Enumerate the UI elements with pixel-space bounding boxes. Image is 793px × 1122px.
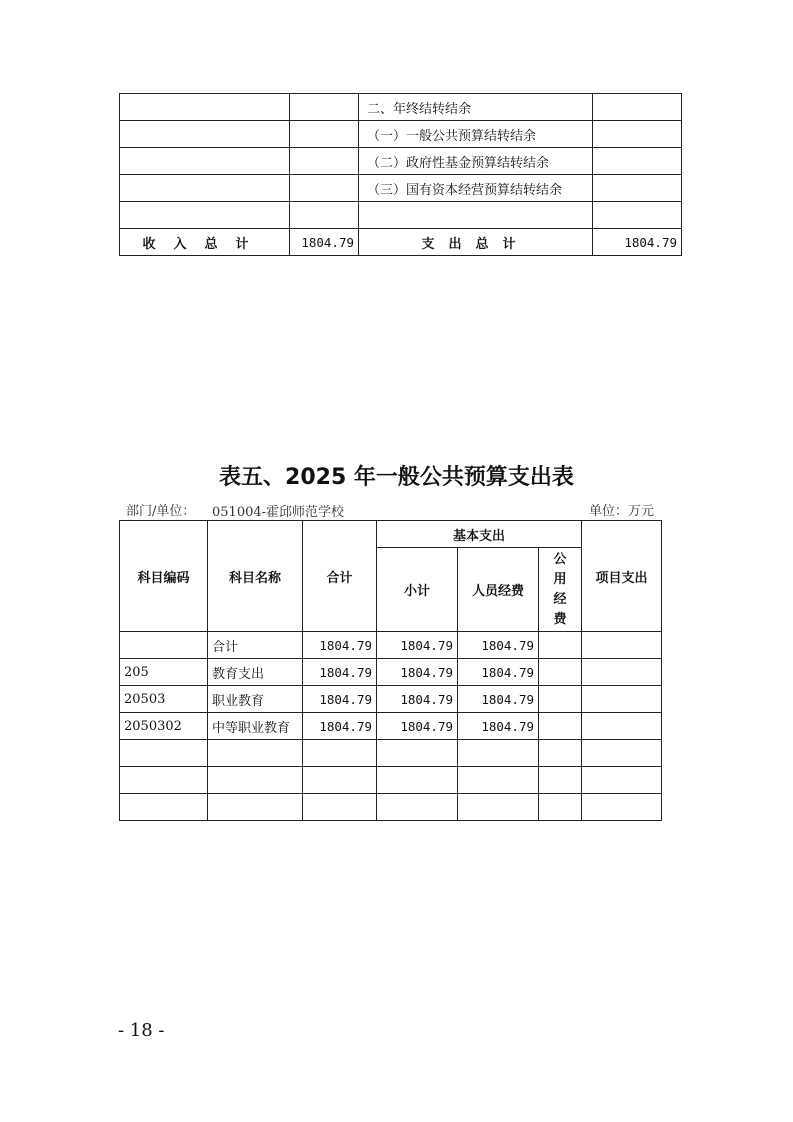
table-cell (582, 767, 662, 794)
header-name: 科目名称 (208, 521, 303, 632)
expense-total-value: 1804.79 (593, 229, 682, 256)
table-cell: 1804.79 (458, 632, 539, 659)
table-cell (593, 148, 682, 175)
table-cell (303, 740, 377, 767)
table-cell (458, 740, 539, 767)
table-cell: 教育支出 (208, 659, 303, 686)
table-cell: 1804.79 (377, 632, 458, 659)
table-cell (120, 767, 208, 794)
header-total: 合计 (303, 521, 377, 632)
expenditure-table (119, 520, 662, 821)
table-cell (539, 686, 582, 713)
table-cell (120, 121, 290, 148)
table-cell: （三）国有资本经营预算结转结余 (359, 175, 593, 202)
income-total-value: 1804.79 (290, 229, 359, 256)
table-cell (582, 659, 662, 686)
header-public-text: 公用经费 (553, 551, 567, 627)
table-cell (290, 148, 359, 175)
table-row (120, 632, 662, 659)
table-cell: 1804.79 (377, 713, 458, 740)
table-row (120, 94, 682, 121)
table-cell: 1804.79 (377, 686, 458, 713)
table-cell (539, 740, 582, 767)
table-cell: 1804.79 (303, 659, 377, 686)
table-cell (539, 767, 582, 794)
header-basic: 基本支出 (377, 521, 582, 548)
table-cell (582, 632, 662, 659)
table-row (120, 686, 662, 713)
table-cell: 职业教育 (208, 686, 303, 713)
table-cell (582, 686, 662, 713)
table-row (120, 121, 682, 148)
header-public (539, 548, 582, 632)
table-cell (290, 202, 359, 229)
table-cell (539, 632, 582, 659)
table-cell: 1804.79 (303, 686, 377, 713)
table-cell (539, 794, 582, 821)
table-cell (582, 794, 662, 821)
table-cell (120, 202, 290, 229)
table-row (120, 148, 682, 175)
header-code: 科目编码 (120, 521, 208, 632)
total-row (120, 229, 682, 256)
table-row (120, 713, 662, 740)
table-cell (593, 175, 682, 202)
table-cell (377, 740, 458, 767)
page-title: 表五、2025 年一般公共预算支出表 (219, 465, 574, 490)
table-cell (582, 740, 662, 767)
table-cell (120, 175, 290, 202)
table-cell: 合计 (208, 632, 303, 659)
table-cell: 1804.79 (458, 659, 539, 686)
table-cell (290, 175, 359, 202)
unit-label: 单位：万元 (588, 504, 654, 519)
table-cell (290, 94, 359, 121)
table-row (120, 175, 682, 202)
table-cell: 1804.79 (458, 686, 539, 713)
table-cell: 20503 (120, 686, 208, 713)
table-cell: 二、年终结转结余 (359, 94, 593, 121)
table-cell (208, 767, 303, 794)
table-cell (120, 94, 290, 121)
page-number: - 18 - (118, 1020, 165, 1041)
table-cell (377, 794, 458, 821)
table-cell: （一）一般公共预算结转结余 (359, 121, 593, 148)
table-cell (377, 767, 458, 794)
expense-total-label: 支出总计 (359, 229, 593, 256)
table-cell (359, 202, 593, 229)
header-subtotal: 小计 (377, 548, 458, 632)
income-total-label: 收入总计 (120, 229, 290, 256)
table-cell (303, 767, 377, 794)
table-cell: 1804.79 (458, 713, 539, 740)
table-cell (458, 794, 539, 821)
dept-value: 051004-霍邱师范学校 (212, 505, 345, 520)
table-cell (303, 794, 377, 821)
table-cell: 205 (120, 659, 208, 686)
table-cell (120, 148, 290, 175)
table-cell: 2050302 (120, 713, 208, 740)
dept-label: 部门/单位： (126, 504, 196, 519)
header-project: 项目支出 (582, 521, 662, 632)
table-cell (290, 121, 359, 148)
table-cell: （二）政府性基金预算结转结余 (359, 148, 593, 175)
table-cell (539, 713, 582, 740)
header-personnel: 人员经费 (458, 548, 539, 632)
table-cell (458, 767, 539, 794)
table-row (120, 202, 682, 229)
table-row (120, 740, 662, 767)
table-cell (120, 632, 208, 659)
table-row (120, 659, 662, 686)
table-cell: 1804.79 (303, 713, 377, 740)
table-cell (208, 740, 303, 767)
table-cell (120, 794, 208, 821)
table-row (120, 794, 662, 821)
table-cell: 1804.79 (303, 632, 377, 659)
table-cell (208, 794, 303, 821)
table-row (120, 767, 662, 794)
income-expense-summary-table (119, 93, 682, 256)
table-cell: 中等职业教育 (208, 713, 303, 740)
table-cell (539, 659, 582, 686)
table-cell: 1804.79 (377, 659, 458, 686)
table-cell (593, 202, 682, 229)
table-cell (593, 94, 682, 121)
table-cell (120, 740, 208, 767)
table-cell (593, 121, 682, 148)
table-cell (582, 713, 662, 740)
